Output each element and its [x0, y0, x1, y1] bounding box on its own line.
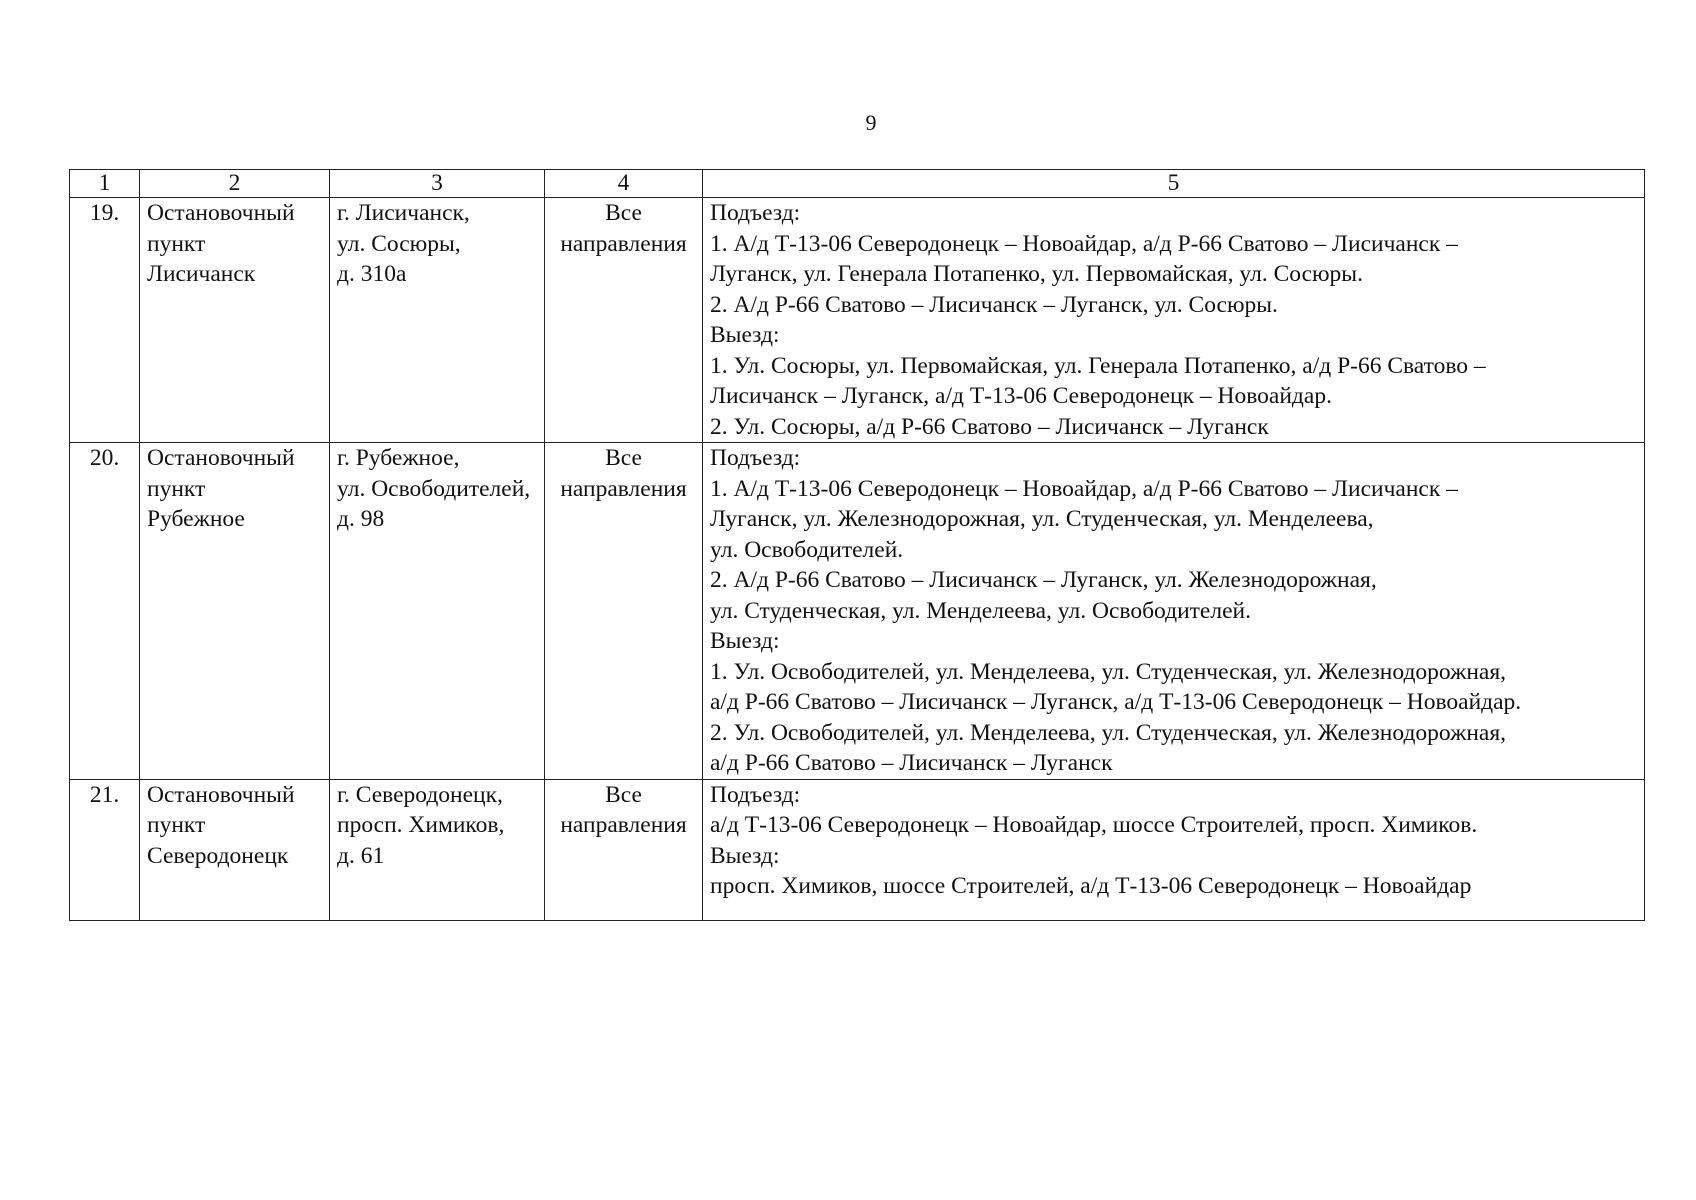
route-description: Подъезд: 1. А/д Т-13-06 Северодонецк – Новоайдар, а/д Р-66 Сватово – Лисичанск – Луганск, ул. Генерала Потапенко, ул. Первомайская, ул. Сосюры. 2. А/д Р-66 Сватово – Лисичанск – Луганск, ул. Сосюры. Выезд: 1. Ул. Сосюры, ул. Первомайская, ул. Генерала Потапенко, а/д Р-66 Сватово – Лисичанск – Луганск, а/д Т-13-06 Северодонецк – Новоайдар. 2. Ул. Сосюры, а/д Р-66 Сватово – Лисичанск – Луганск [710, 200, 1486, 440]
route-cell [703, 198, 1645, 443]
stop-address: г. Северодонецк, просп. Химиков, д. 61 [337, 781, 505, 869]
row-number: 21. [70, 779, 140, 920]
table-row [70, 198, 1645, 443]
page-number: 9 [865, 110, 877, 135]
route-cell [703, 779, 1645, 920]
route-cell [703, 443, 1645, 780]
address-cell [330, 779, 545, 920]
stop-address: г. Рубежное, ул. Освободителей, д. 98 [337, 445, 531, 532]
direction-text: Все направления [560, 200, 687, 257]
direction-cell [545, 443, 703, 780]
direction-text: Все направления [560, 781, 687, 838]
column-header: 3 [330, 170, 545, 198]
row-number: 20. [70, 443, 140, 780]
table-row [70, 779, 1645, 920]
stop-name-cell [140, 779, 330, 920]
stop-name: Остановочный пункт Лисичанск [147, 200, 295, 287]
routes-table [69, 169, 1645, 921]
column-header: 4 [545, 170, 703, 198]
route-description: Подъезд: а/д Т-13-06 Северодонецк – Новоайдар, шоссе Строителей, просп. Химиков. Выезд: просп. Химиков, шоссе Строителей, а/д Т-13-06 Северодонецк – Новоайдар [710, 781, 1478, 899]
route-description: Подъезд: 1. А/д Т-13-06 Северодонецк – Новоайдар, а/д Р-66 Сватово – Лисичанск – Луганск, ул. Железнодорожная, ул. Студенческая, ул. Менделеева, ул. Освободителей. 2. А/д Р-66 Сватово – Лисичанск – Луганск, ул. Железнодорожная, ул. Студенческая, ул. Менделеева, ул. Освободителей. Выезд: 1. Ул. Освободителей, ул. Менделеева, ул. Студенческая, ул. Железнодорожная, а/д Р-66 Сватово – Лисичанск – Луганск, а/д Т-13-06 Северодонецк – Новоайдар. 2. Ул. Освободителей, ул. Менделеева, ул. Студенческая, ул. Железнодорожная, а/д Р-66 Сватово – Лисичанск – Луганск [710, 445, 1522, 776]
row-number: 19. [70, 198, 140, 443]
stop-address: г. Лисичанск, ул. Сосюры, д. 310а [337, 200, 470, 287]
address-cell [330, 443, 545, 780]
stop-name: Остановочный пункт Северодонецк [147, 781, 295, 869]
column-header: 5 [703, 170, 1645, 198]
column-header: 2 [140, 170, 330, 198]
direction-text: Все направления [560, 445, 687, 502]
column-header: 1 [70, 170, 140, 198]
stop-name-cell [140, 198, 330, 443]
address-cell [330, 198, 545, 443]
stop-name-cell [140, 443, 330, 780]
table-row [70, 443, 1645, 780]
direction-cell [545, 779, 703, 920]
table-header-row [70, 170, 1645, 198]
direction-cell [545, 198, 703, 443]
stop-name: Остановочный пункт Рубежное [147, 445, 295, 532]
